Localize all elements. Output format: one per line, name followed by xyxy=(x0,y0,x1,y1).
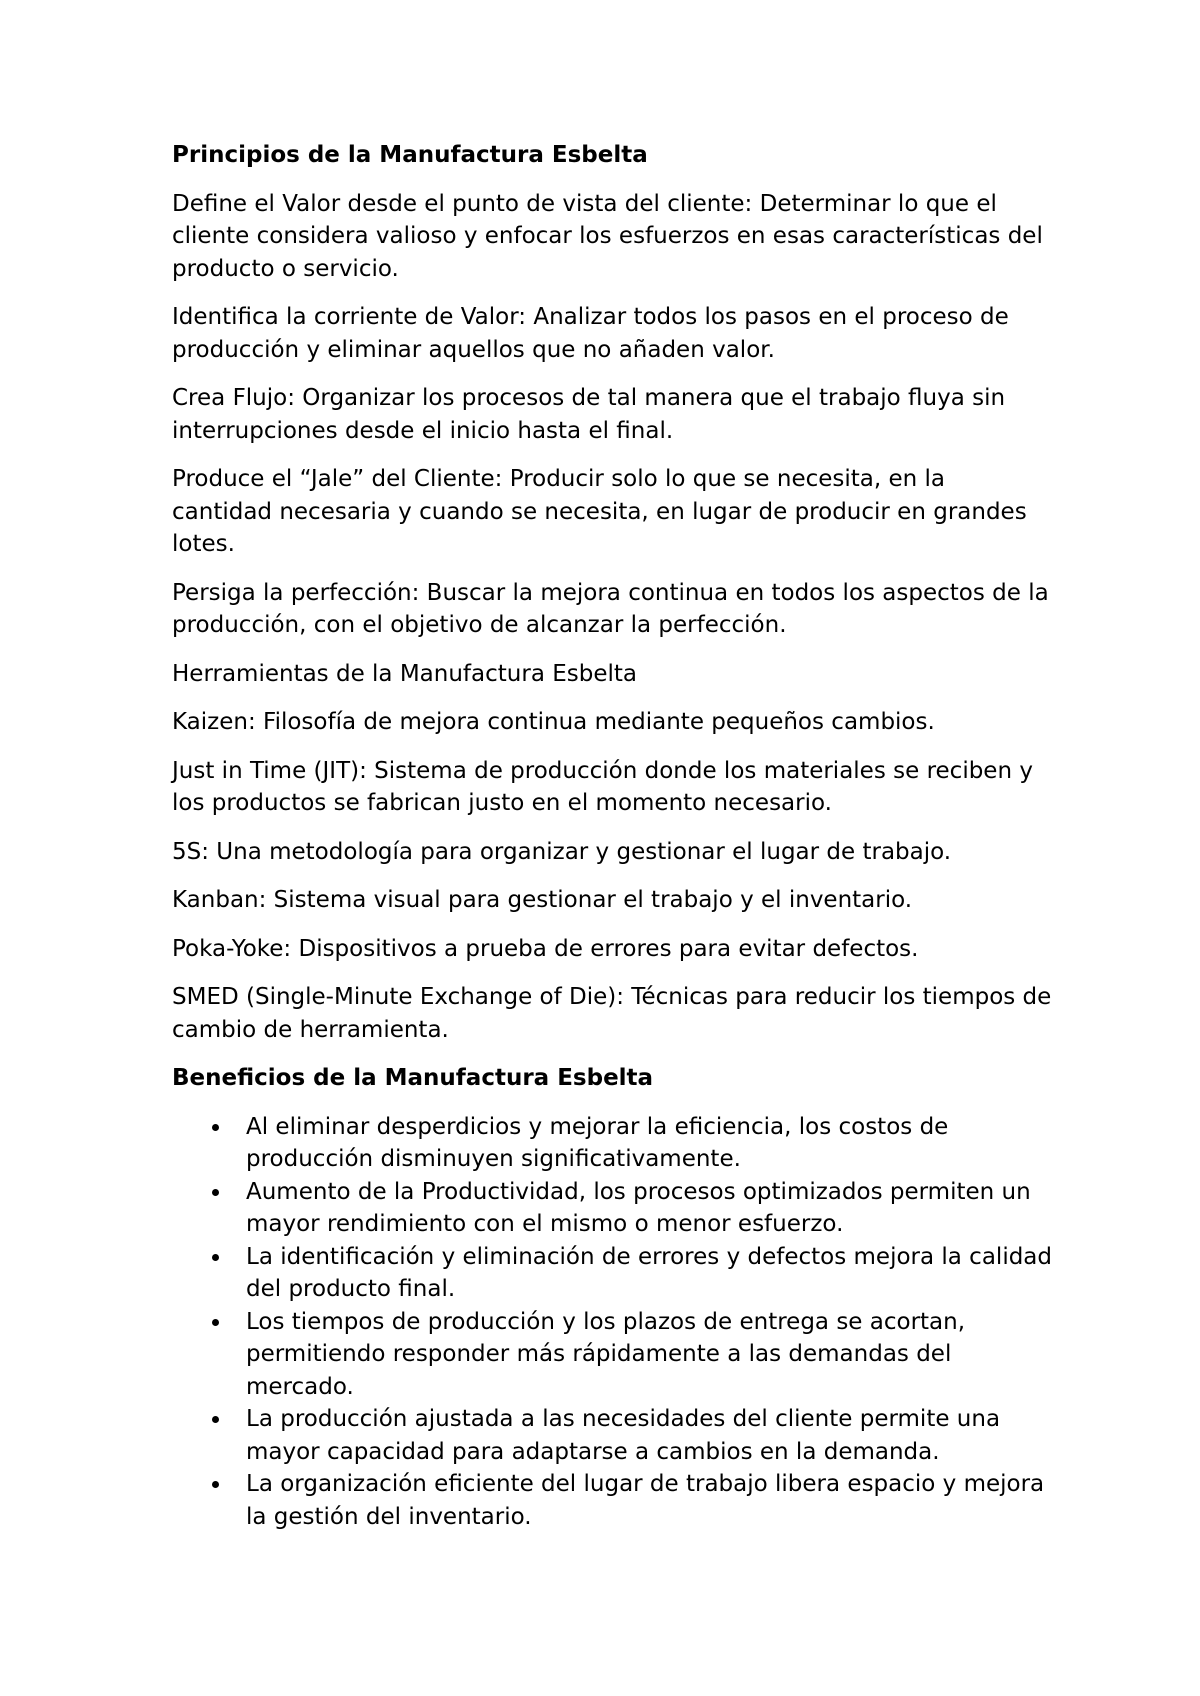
tool-paragraph: Poka-Yoke: Dispositivos a prueba de errores para evitar defectos. xyxy=(172,935,919,962)
principle-paragraph: Define el Valor desde el punto de vista del cliente: Determinar lo que el cliente considera valioso y enfocar los esfuerzos en esas características del producto o servicio. xyxy=(172,190,1043,282)
bullet-icon xyxy=(212,1189,219,1196)
benefit-item xyxy=(172,1111,1052,1176)
tool-paragraph: Just in Time (JIT): Sistema de producción donde los materiales se reciben y los productos se fabrican justo en el momento necesario. xyxy=(172,757,1033,816)
benefit-item xyxy=(172,1176,1052,1241)
benefit-text: Al eliminar desperdicios y mejorar la eficiencia, los costos de producción disminuyen significativamente. xyxy=(246,1113,949,1172)
principles-heading: Principios de la Manufactura Esbelta xyxy=(172,142,648,168)
document-page xyxy=(172,139,1052,1533)
principle-paragraph: Persiga la perfección: Buscar la mejora continua en todos los aspectos de la producción, con el objetivo de alcanzar la perfección. xyxy=(172,579,1049,638)
benefit-text: Aumento de la Productividad, los procesos optimizados permiten un mayor rendimiento con el mismo o menor esfuerzo. xyxy=(246,1178,1031,1237)
benefit-text: Los tiempos de producción y los plazos de entrega se acortan, permitiendo responder más rápidamente a las demandas del mercado. xyxy=(246,1308,966,1400)
tool-paragraph: 5S: Una metodología para organizar y gestionar el lugar de trabajo. xyxy=(172,838,952,865)
benefit-item xyxy=(172,1306,1052,1404)
benefit-text: La organización eficiente del lugar de trabajo libera espacio y mejora la gestión del inventario. xyxy=(246,1471,1045,1530)
principle-paragraph: Identifica la corriente de Valor: Analizar todos los pasos en el proceso de producción y eliminar aquellos que no añaden valor. xyxy=(172,304,1009,363)
principle-paragraph: Produce el “Jale” del Cliente: Producir solo lo que se necesita, en la cantidad necesaria y cuando se necesita, en lugar de producir en grandes lotes. xyxy=(172,466,1027,557)
tool-paragraph: SMED (Single-Minute Exchange of Die): Técnicas para reducir los tiempos de cambio de herramienta. xyxy=(172,984,1052,1043)
tools-heading: Herramientas de la Manufactura Esbelta xyxy=(172,660,637,687)
benefit-item xyxy=(172,1241,1052,1306)
bullet-icon xyxy=(212,1254,219,1261)
benefit-text: La identificación y eliminación de errores y defectos mejora la calidad del producto final. xyxy=(246,1243,1052,1302)
benefit-item xyxy=(172,1403,1052,1468)
tool-paragraph: Kaizen: Filosofía de mejora continua mediante pequeños cambios. xyxy=(172,709,935,735)
tool-paragraph: Kanban: Sistema visual para gestionar el trabajo y el inventario. xyxy=(172,887,913,913)
bullet-icon xyxy=(212,1416,219,1423)
principle-paragraph: Crea Flujo: Organizar los procesos de tal manera que el trabajo fluya sin interrupciones desde el inicio hasta el final. xyxy=(172,385,1006,444)
bullet-icon xyxy=(212,1319,219,1326)
bullet-icon xyxy=(212,1124,219,1131)
benefits-list xyxy=(172,1111,1052,1534)
benefit-item xyxy=(172,1468,1052,1533)
bullet-icon xyxy=(212,1481,219,1488)
benefit-text: La producción ajustada a las necesidades del cliente permite una mayor capacidad para adaptarse a cambios en la demanda. xyxy=(246,1406,1001,1465)
benefits-heading: Beneficios de la Manufactura Esbelta xyxy=(172,1065,654,1091)
